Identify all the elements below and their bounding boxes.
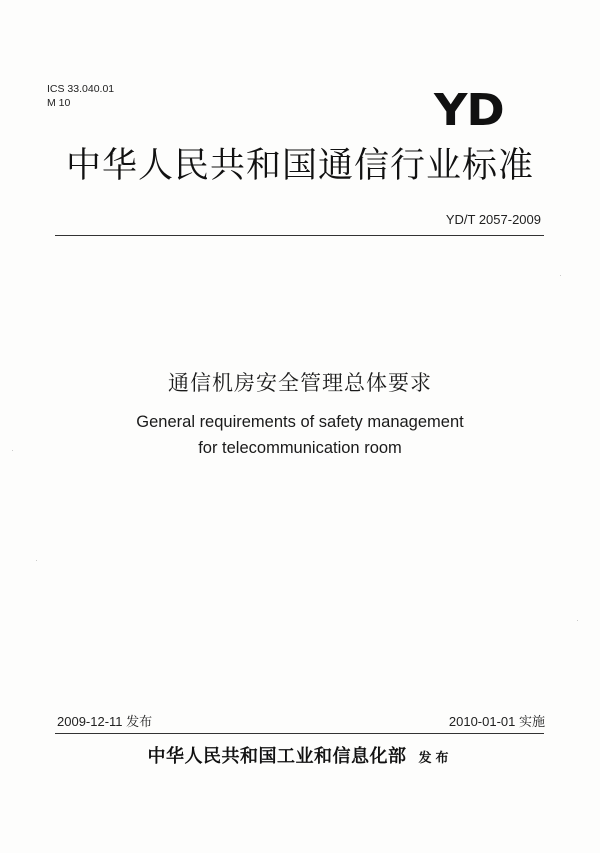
publisher-org: 中华人民共和国工业和信息化部 (147, 746, 407, 767)
standard-code: YD/T 2057-2009 (445, 212, 541, 227)
ics-code: ICS 33.040.01 (47, 83, 115, 95)
publisher (0, 742, 600, 768)
scan-speck (560, 275, 561, 276)
ccs-code: M 10 (47, 97, 71, 109)
top-divider (55, 235, 544, 236)
publisher-action: 发布 (418, 751, 453, 766)
standard-category-title: 中华人民共和国通信行业标准 (65, 146, 534, 186)
document-title-en-line1: General requirements of safety management (136, 413, 464, 431)
document-title-zh: 通信机房安全管理总体要求 (168, 371, 432, 395)
scan-speck (36, 560, 37, 561)
document-title-en-line2: for telecommunication room (198, 439, 402, 457)
scan-speck (577, 620, 578, 621)
yd-logo: YD (434, 85, 504, 136)
implementation-date: 2010-01-01 实施 (448, 714, 545, 729)
scan-speck (12, 450, 13, 451)
classification-codes (47, 82, 114, 110)
issue-date: 2009-12-11 发布 (57, 714, 153, 729)
document-title-en (0, 409, 600, 461)
bottom-divider (55, 733, 544, 734)
